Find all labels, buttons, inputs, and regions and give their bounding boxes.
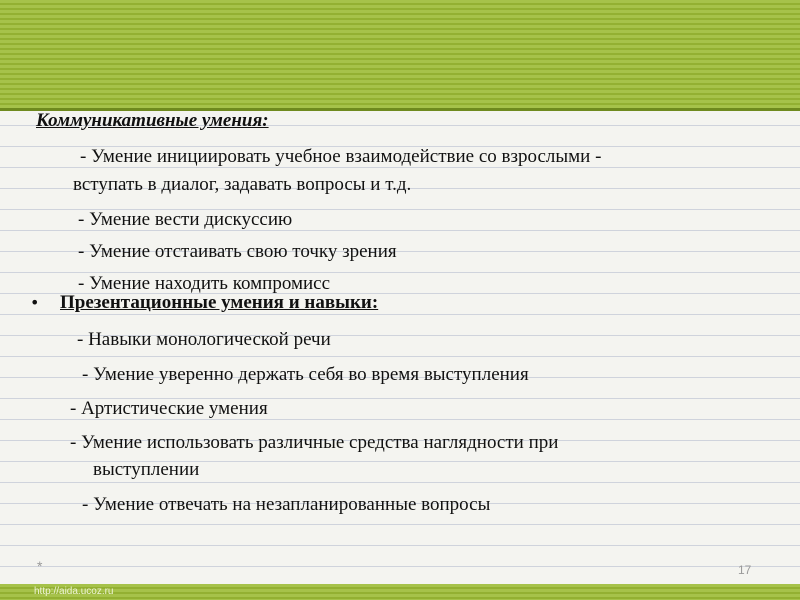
list-item: - Умение отвечать на незапланированные вопросы [82, 494, 491, 515]
footer-url: http://aida.ucoz.ru [34, 586, 114, 597]
list-item: - Умение вести дискуссию [78, 209, 293, 230]
presentation-skills-heading: Презентационные умения и навыки: [60, 292, 379, 313]
list-item: вступать в диалог, задавать вопросы и т.д. [73, 174, 412, 195]
list-item: - Умение отстаивать свою точку зрения [78, 241, 397, 262]
list-item: - Артистические умения [70, 398, 268, 419]
footer-star: * [37, 558, 43, 574]
page-number: 17 [738, 563, 752, 577]
bullet-icon: • [30, 293, 40, 312]
list-item: - Умение уверенно держать себя во время выступления [82, 364, 529, 385]
list-item: - Умение находить компромисс [78, 273, 331, 294]
list-item: выступлении [93, 459, 200, 480]
header-band [0, 0, 800, 111]
footer-band [0, 584, 800, 600]
communicative-skills-heading: Коммуникативные умения: [36, 110, 269, 131]
list-item: - Умение инициировать учебное взаимодействие со взрослыми - [80, 146, 602, 167]
list-item: - Умение использовать различные средства наглядности при [70, 432, 559, 453]
list-item: - Навыки монологической речи [77, 329, 331, 350]
